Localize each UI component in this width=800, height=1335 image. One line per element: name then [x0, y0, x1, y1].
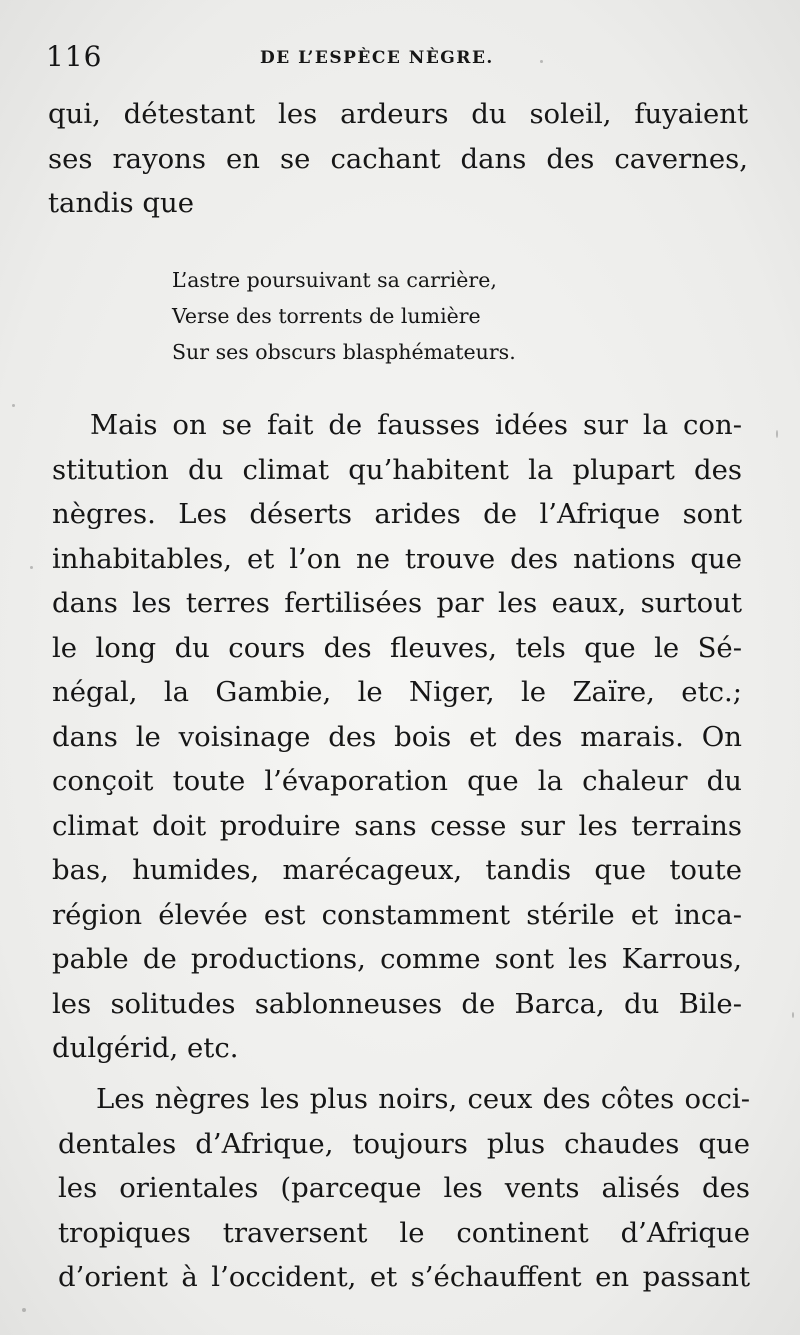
text-line: les orientales (parceque les vents alisés des — [58, 1172, 750, 1204]
text-line: le long du cours des fleuves, tels que le Sé- — [52, 631, 742, 664]
paper-speck — [30, 566, 33, 569]
text-line: pable de productions, comme sont les Karrous, — [52, 943, 742, 975]
paragraph-negroes — [58, 1077, 750, 1300]
text-line: tandis que — [48, 187, 194, 219]
page-header — [46, 40, 754, 80]
paragraph-climate — [52, 403, 742, 1071]
text-line: ses rayons en se cachant dans des cavernes, — [48, 142, 748, 175]
text-line: négal, la Gambie, le Niger, le Zaïre, etc.; — [52, 676, 742, 708]
text-line: d’orient à l’occident, et s’échauffent en passant — [58, 1261, 750, 1293]
verse-line: Verse des torrents de lumière — [172, 304, 481, 328]
paper-speck — [22, 1308, 26, 1312]
text-line: stitution du climat qu’habitent la plupart des — [52, 453, 742, 486]
text-line: Les nègres les plus noirs, ceux des côtes occi- — [96, 1083, 750, 1115]
running-head: DE L’ESPÈCE NÈGRE. — [260, 48, 494, 68]
paper-speck — [540, 60, 543, 63]
page-number: 116 — [46, 40, 103, 73]
text-line: dans les terres fertilisées par les eaux, surtout — [52, 587, 742, 619]
paragraph-continued — [48, 92, 748, 226]
text-line: dulgérid, etc. — [52, 1032, 239, 1064]
text-line: qui, détestant les ardeurs du soleil, fuyaient — [48, 98, 748, 130]
text-line: Mais on se fait de fausses idées sur la con- — [90, 409, 742, 441]
text-line: climat doit produire sans cesse sur les terrains — [52, 809, 742, 842]
text-line: les solitudes sablonneuses de Barca, du Bile- — [52, 987, 742, 1020]
text-line: tropiques traversent le continent d’Afrique — [58, 1216, 750, 1249]
text-line: région élevée est constamment stérile et inca- — [52, 898, 742, 931]
verse-line: Sur ses obscurs blasphémateurs. — [172, 340, 516, 364]
text-line: dans le voisinage des bois et des marais. On — [52, 720, 742, 753]
text-line: conçoit toute l’évaporation que la chaleur du — [52, 765, 742, 797]
text-line: inhabitables, et l’on ne trouve des nations que — [52, 542, 742, 575]
text-line: dentales d’Afrique, toujours plus chaudes que — [58, 1127, 750, 1160]
verse-quotation — [172, 262, 516, 370]
paper-speck — [792, 1012, 794, 1018]
verse-line: L’astre poursuivant sa carrière, — [172, 268, 497, 292]
text-line: bas, humides, marécageux, tandis que toute — [52, 854, 742, 886]
paper-speck — [776, 430, 778, 438]
text-line: nègres. Les déserts arides de l’Afrique sont — [52, 498, 742, 530]
paper-speck — [12, 404, 15, 407]
